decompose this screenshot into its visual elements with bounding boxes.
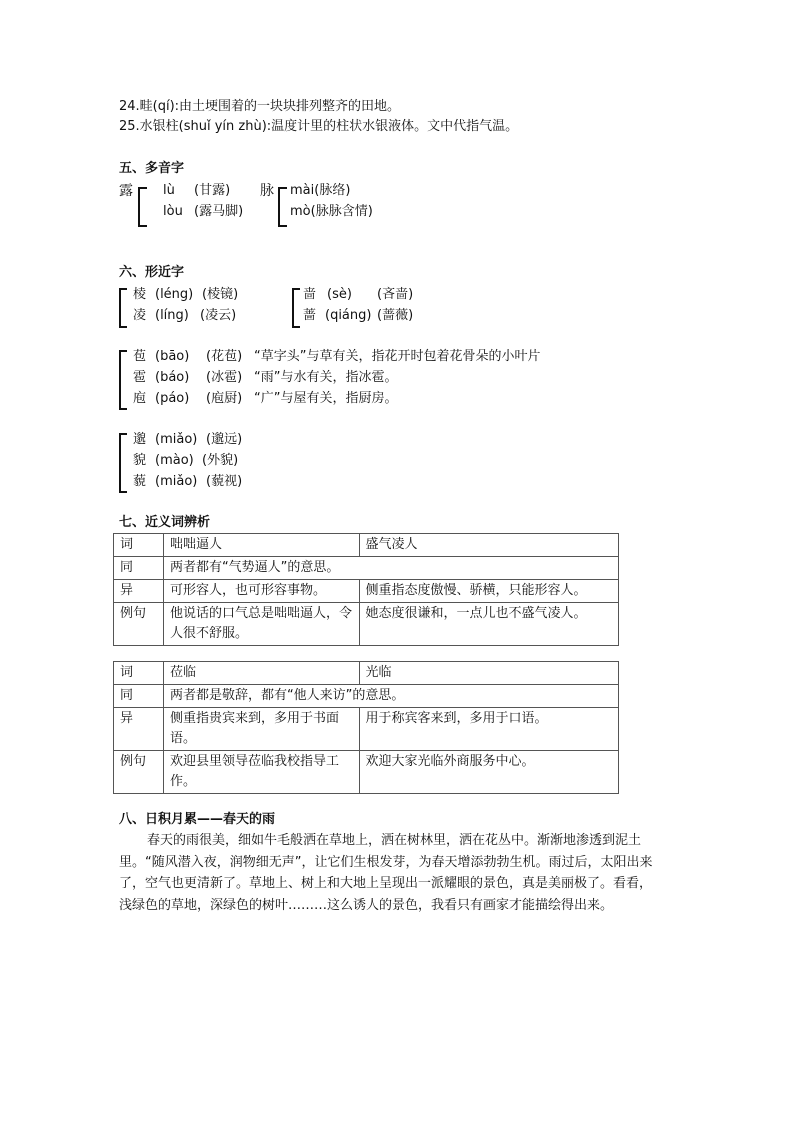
table-cell: 欢迎大家光临外商服务中心。 <box>359 751 618 794</box>
bracket-icon <box>292 288 300 328</box>
word: (蔷薇) <box>377 308 414 323</box>
char: 苞 <box>133 349 147 364</box>
char: 凌 <box>133 308 147 323</box>
section-7-title: 七、近义词辨析 <box>119 515 211 530</box>
word: (吝啬) <box>377 287 414 302</box>
pinyin: (miǎo) <box>155 474 198 489</box>
section-8-title: 八、日积月累——春天的雨 <box>119 812 276 827</box>
bracket-icon <box>278 187 287 227</box>
table-cell: 词 <box>114 662 164 685</box>
table-cell: 咄咄逼人 <box>163 534 359 557</box>
table-cell: 例句 <box>114 603 164 646</box>
char: 庖 <box>133 391 147 406</box>
section-6-title: 六、形近字 <box>119 265 185 280</box>
char: 邈 <box>133 432 147 447</box>
pinyin: (sè) <box>327 287 352 302</box>
bracket-icon <box>119 433 127 493</box>
word: (甘露) <box>194 183 231 198</box>
entry-25: 25.水银柱(shuǐ yín zhù):温度计里的柱状水银液体。文中代指气温。 <box>119 119 519 134</box>
table-cell: 两者都是敬辞，都有“他人来访”的意思。 <box>163 685 618 708</box>
table-cell: 例句 <box>114 751 164 794</box>
pinyin: mài(脉络) <box>290 183 351 198</box>
table-row <box>114 708 619 751</box>
synonym-table-2 <box>113 661 619 794</box>
char: 雹 <box>133 370 147 385</box>
table-cell: 用于称宾客来到，多用于口语。 <box>359 708 618 751</box>
pinyin: (líng) <box>155 308 189 323</box>
note: “广”与屋有关，指厨房。 <box>254 391 398 406</box>
paragraph-spring-rain: 春天的雨很美，细如牛毛般洒在草地上，洒在树林里，洒在花丛中。渐渐地渗透到泥土里。“随风潜入夜，润物细无声”，让它们生根发芽，为春天增添勃勃生机。雨过后，太阳出来了，空气也更清新了。草地上、树上和大地上呈现出一派耀眼的景色，真是美丽极了。看看，浅绿色的草地，深绿色的树叶………这么诱人的景色，我看只有画家才能描绘得出来。 <box>119 833 653 913</box>
char: 蔷 <box>303 308 317 323</box>
bracket-icon <box>119 288 127 328</box>
bracket-icon <box>119 350 127 410</box>
table-cell: 盛气凌人 <box>359 534 618 557</box>
table-row <box>114 603 619 646</box>
word: (凌云) <box>200 308 237 323</box>
table-cell: 两者都有“气势逼人”的意思。 <box>163 557 618 580</box>
table-cell: 光临 <box>359 662 618 685</box>
table-cell: 异 <box>114 580 164 603</box>
table-cell: 他说话的口气总是咄咄逼人，令人很不舒服。 <box>163 603 359 646</box>
table-cell: 异 <box>114 708 164 751</box>
table-cell: 她态度很谦和，一点儿也不盛气凌人。 <box>359 603 618 646</box>
polyphone-char: 露 <box>119 183 133 199</box>
pinyin: (báo) <box>155 370 190 385</box>
bracket-icon <box>138 187 147 227</box>
table-cell: 莅临 <box>163 662 359 685</box>
table-cell: 欢迎县里领导莅临我校指导工作。 <box>163 751 359 794</box>
pinyin: (miǎo) <box>155 432 198 447</box>
pinyin: mò(脉脉含情) <box>290 204 373 219</box>
char: 藐 <box>133 474 147 489</box>
char: 貌 <box>133 453 147 468</box>
pinyin: (léng) <box>155 287 194 302</box>
polyphone-char: 脉 <box>260 183 274 199</box>
pinyin: lòu <box>163 204 183 219</box>
word: (藐视) <box>206 474 243 489</box>
word: (花苞) <box>206 349 243 364</box>
note: “雨”与水有关，指冰雹。 <box>254 370 398 385</box>
pinyin: lù <box>163 183 175 198</box>
table-row <box>114 534 619 557</box>
word: (冰雹) <box>206 370 243 385</box>
pinyin: (bāo) <box>155 349 190 364</box>
word: (庖厨) <box>206 391 243 406</box>
table-row <box>114 662 619 685</box>
synonym-table-1 <box>113 533 619 646</box>
table-cell: 可形容人，也可形容事物。 <box>163 580 359 603</box>
note: “草字头”与草有关，指花开时包着花骨朵的小叶片 <box>254 349 541 364</box>
table-row <box>114 580 619 603</box>
pinyin: (qiáng) <box>325 308 372 323</box>
word: (棱镜) <box>202 287 239 302</box>
word: (外貌) <box>202 453 239 468</box>
word: (露马脚) <box>194 204 244 219</box>
section-5-title: 五、多音字 <box>119 161 185 176</box>
table-cell: 侧重指贵宾来到，多用于书面语。 <box>163 708 359 751</box>
table-row <box>114 685 619 708</box>
entry-24: 24.畦(qí):由土埂围着的一块块排列整齐的田地。 <box>119 99 401 114</box>
pinyin: (mào) <box>155 453 194 468</box>
table-cell: 词 <box>114 534 164 557</box>
table-row <box>114 751 619 794</box>
pinyin: (páo) <box>155 391 190 406</box>
table-row <box>114 557 619 580</box>
table-cell: 同 <box>114 557 164 580</box>
table-cell: 侧重指态度傲慢、骄横，只能形容人。 <box>359 580 618 603</box>
word: (邈远) <box>206 432 243 447</box>
char: 啬 <box>303 287 317 302</box>
table-cell: 同 <box>114 685 164 708</box>
char: 棱 <box>133 287 147 302</box>
